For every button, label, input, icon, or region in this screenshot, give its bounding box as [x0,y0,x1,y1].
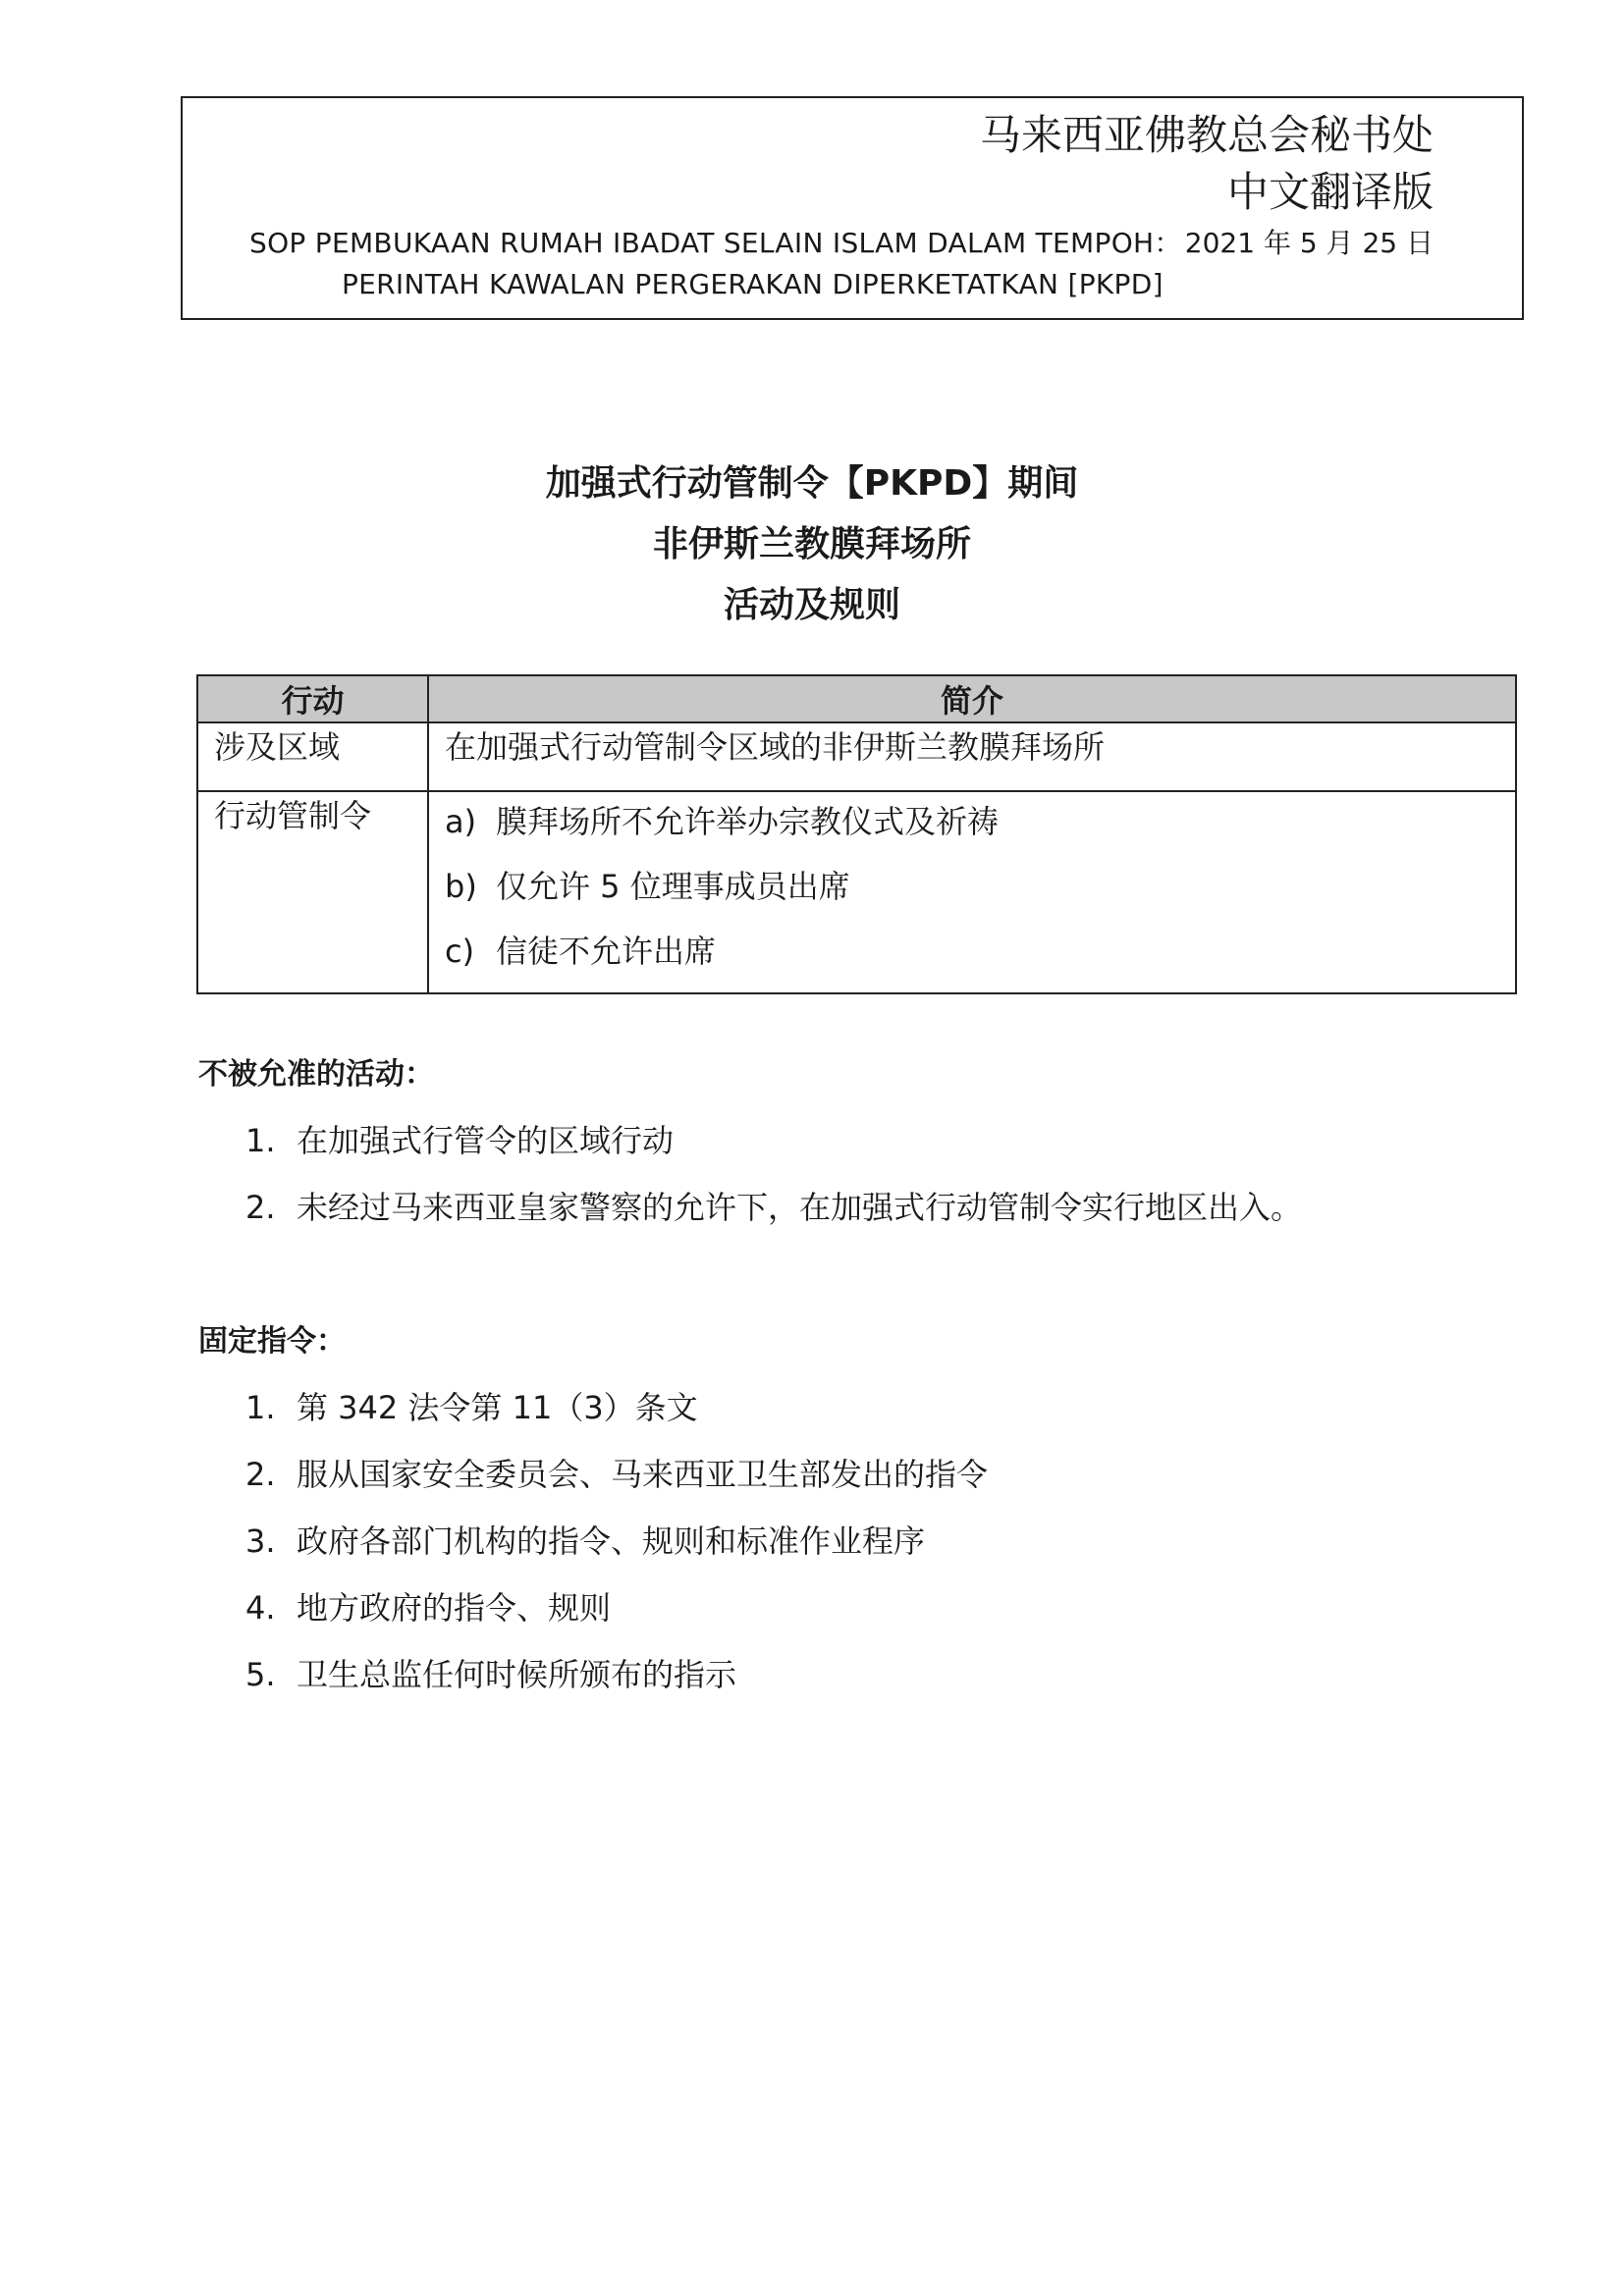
prohibited-activities-heading: 不被允准的活动： [198,1057,434,1092]
sub-list-marker: c) [445,933,475,970]
list-text: 政府各部门机构的指令、规则和标准作业程序 [297,1522,926,1560]
title-line-2: 非伊斯兰教膜拜场所 [652,524,971,564]
sub-list-item [445,928,1515,975]
sub-list-text: 膜拜场所不允许举办宗教仪式及祈祷 [496,803,1000,840]
list-text: 第 342 法令第 11（3）条文 [297,1389,698,1426]
table-header-row [197,675,1516,722]
header-cell-description: 简介 [428,675,1516,722]
list-text: 未经过马来西亚皇家警察的允许下，在加强式行动管制令实行地区出入。 [297,1189,1303,1226]
sub-list-marker: b) [445,868,477,905]
list-number: 4. [245,1589,276,1627]
sop-title-line2: PERINTAH KAWALAN PERGERAKAN DIPERKETATKAN [PKPD] [342,268,1164,300]
sub-list-text: 信徒不允许出席 [496,933,717,970]
list-item [245,1520,988,1586]
list-number: 2. [245,1189,276,1226]
document-header-box [181,96,1524,320]
prohibited-activities-list [245,1119,1302,1253]
table-row [197,722,1516,791]
action-label: 涉及区域 [214,728,341,766]
table-cell-action [197,791,428,993]
translation-label: 中文翻译版 [1226,168,1434,216]
description-text: 在加强式行动管制令区域的非伊斯兰教膜拜场所 [445,728,1106,766]
sub-list-marker: a) [445,803,477,840]
list-number: 3. [245,1522,276,1560]
table-cell-description [428,791,1516,993]
header-cell-action: 行动 [197,675,428,722]
sop-date: 2021 年 5 月 25 日 [1184,227,1434,259]
list-item [245,1119,1302,1186]
list-text: 服从国家安全委员会、马来西亚卫生部发出的指令 [297,1456,989,1493]
document-title [0,454,1624,636]
table-cell-action [197,722,428,791]
list-text: 地方政府的指令、规则 [297,1589,612,1627]
sub-list-item [445,863,1515,910]
list-text: 在加强式行管令的区域行动 [297,1122,675,1159]
title-line-1: 加强式行动管制令【PKPD】期间 [545,463,1079,504]
standing-orders-heading: 固定指令： [198,1324,346,1359]
sub-list-text: 仅允许 5 位理事成员出席 [496,868,850,905]
list-item [245,1653,988,1720]
list-item [245,1586,988,1653]
list-number: 2. [245,1456,276,1493]
standing-orders-list [245,1386,988,1720]
list-number: 5. [245,1656,276,1693]
action-label: 行动管制令 [214,797,372,834]
list-number: 1. [245,1122,276,1159]
list-number: 1. [245,1389,276,1426]
sub-list-item [445,798,1515,845]
title-line-3: 活动及规则 [723,585,900,625]
organization-name: 马来西亚佛教总会秘书处 [979,111,1434,159]
list-text: 卫生总监任何时候所颁布的指示 [297,1656,737,1693]
table-cell-description [428,722,1516,791]
table-row [197,791,1516,993]
list-item [245,1386,988,1453]
action-table [196,674,1517,994]
list-item [245,1453,988,1520]
sop-title-line1: SOP PEMBUKAAN RUMAH IBADAT SELAIN ISLAM DALAM TEMPOH： [249,227,1182,259]
list-item [245,1186,1302,1253]
